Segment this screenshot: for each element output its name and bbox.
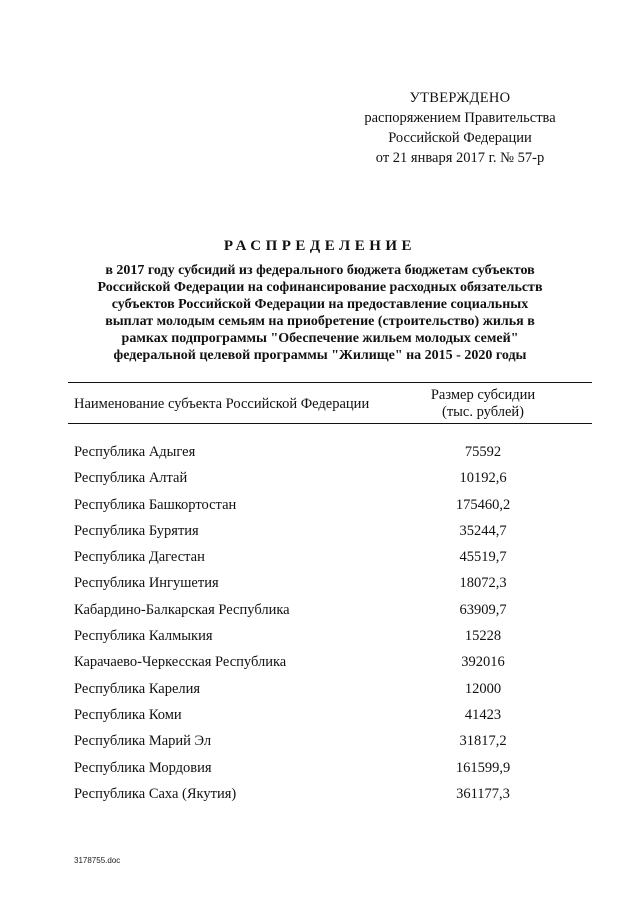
subtitle-line: федеральной целевой программы "Жилище" на 2015 - 2020 годы [113,348,527,363]
table-row [68,756,592,782]
header-region-name: Наименование субъекта Российской Федерации [74,396,370,412]
region-name: Республика Мордовия [74,759,212,776]
region-name: Республика Саха (Якутия) [74,785,237,802]
approval-title: УТВЕРЖДЕНО [409,90,511,106]
approval-line-4: от 21 января 2017 г. № 57-р [375,150,545,166]
region-name: Республика Ингушетия [74,575,219,592]
subsidy-value: 392016 [461,654,505,671]
table-row [68,519,592,545]
subsidy-value: 45519,7 [459,549,507,566]
subsidy-value: 35244,7 [459,522,507,539]
table-row [68,571,592,597]
subsidy-table [68,382,592,808]
subtitle-line: рамках подпрограммы "Обеспечение жильем молодых семей" [121,331,519,346]
subsidy-value: 31817,2 [459,733,507,750]
subtitle-line: субъектов Российской Федерации на предоставление социальных [111,297,529,312]
file-reference: 3178755.doc [74,856,121,865]
table-row [68,493,592,519]
region-name: Республика Бурятия [74,522,199,539]
subsidy-value: 63909,7 [459,601,507,618]
region-name: Республика Карелия [74,680,201,697]
table-row [68,598,592,624]
table-row [68,545,592,571]
subsidy-value: 175460,2 [455,496,511,513]
subsidy-value: 41423 [464,706,502,723]
header-subsidy-line-1: Размер субсидии [430,387,536,403]
table-row [68,440,592,466]
table-row [68,650,592,676]
table-row [68,729,592,755]
subtitle-line: Российской Федерации на софинансирование расходных обязательств [97,280,543,295]
approval-block [340,88,580,168]
table-row [68,703,592,729]
subtitle-line: в 2017 году субсидий из федерального бюджета бюджетам субъектов [105,263,535,278]
document-heading: РАСПРЕДЕЛЕНИЕ [223,238,417,254]
header-subsidy-amount [398,387,568,421]
subsidy-value: 15228 [464,628,502,645]
table-row [68,782,592,808]
region-name: Республика Адыгея [74,444,196,460]
subsidy-value: 10192,6 [459,470,507,487]
table-header [68,382,592,424]
region-name: Республика Башкортостан [74,496,237,513]
subsidy-value: 18072,3 [459,575,507,592]
region-name: Республика Коми [74,706,182,723]
region-name: Республика Калмыкия [74,628,213,645]
region-name: Республика Дагестан [74,549,205,566]
subsidy-value: 75592 [464,444,502,460]
subsidy-value: 161599,9 [455,759,511,776]
table-row [68,677,592,703]
region-name: Республика Марий Эл [74,733,212,750]
header-subsidy-line-2: (тыс. рублей) [442,404,524,420]
approval-line-3: Российской Федерации [388,130,532,146]
table-row [68,466,592,492]
document-subtitle [60,262,580,364]
subsidy-value: 361177,3 [456,785,510,802]
region-name: Республика Алтай [74,470,188,487]
approval-line-2: распоряжением Правительства [364,110,556,126]
subsidy-value: 12000 [464,680,502,697]
subtitle-line: выплат молодым семьям на приобретение (строительство) жилья в [105,314,535,329]
table-body [68,440,592,808]
region-name: Карачаево-Черкесская Республика [74,654,287,671]
table-row [68,624,592,650]
region-name: Кабардино-Балкарская Республика [74,601,290,618]
